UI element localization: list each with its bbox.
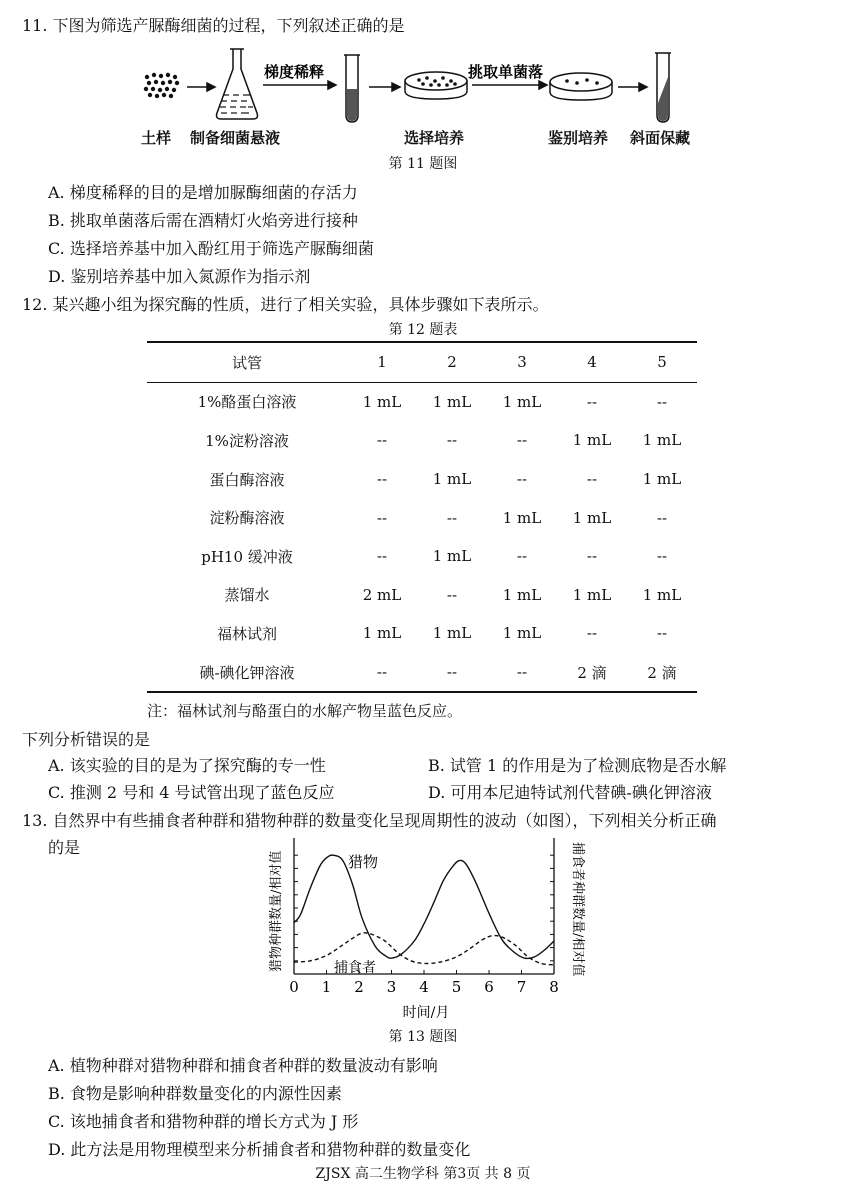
x-tick-label: 4 — [419, 978, 429, 996]
page-footer: ZJSX 高二生物学科 第3页 共 8 页 — [315, 1166, 531, 1182]
table-cell: -- — [656, 392, 668, 411]
table-cell: -- — [516, 663, 528, 682]
q11-option-c: C. 选择培养基中加入酚红用于筛选产脲酶细菌 — [48, 239, 374, 258]
table-cell: 蒸馏水 — [224, 586, 270, 605]
arrow-icon — [369, 83, 400, 91]
table-cell: 1 mL — [502, 392, 542, 411]
q13-option-b: B. 食物是影响种群数量变化的内源性因素 — [48, 1084, 342, 1103]
x-tick-label: 8 — [549, 978, 559, 996]
q13-option-d: D. 此方法是用物理模型来分析捕食者和猎物种群的数量变化 — [48, 1140, 471, 1159]
table-cell: -- — [656, 624, 668, 643]
table-cell: -- — [586, 547, 598, 566]
table-cell: -- — [516, 431, 528, 450]
table-cell: 1 mL — [362, 392, 402, 411]
x-tick-label: 1 — [321, 978, 332, 996]
figure-label-suspension: 制备细菌悬液 — [190, 129, 281, 147]
q12-option-a: A. 该实验的目的是为了探究酶的专一性 — [48, 756, 326, 775]
table-cell: -- — [376, 470, 388, 489]
table-row — [147, 653, 697, 693]
table-row — [147, 614, 697, 653]
q12-option-d: D. 可用本尼迪特试剂代替碘-碘化钾溶液 — [428, 783, 712, 802]
table-cell: 1%淀粉溶液 — [205, 431, 289, 450]
table-row — [147, 460, 697, 499]
table-cell: 1 mL — [502, 585, 542, 604]
petri-dish-icon — [405, 72, 467, 99]
petri-dish-icon — [550, 73, 612, 100]
x-axis-label: 时间/月 — [402, 1005, 450, 1021]
figure-caption: 第 11 题图 — [388, 156, 458, 172]
figure-label-slant: 斜面保藏 — [630, 129, 691, 147]
table-row — [147, 421, 697, 460]
series-line-prey — [294, 855, 554, 958]
table-header-cell: 1 — [377, 353, 387, 372]
y-axis-right-label: 捕食者种群数量/相对值 — [570, 842, 585, 977]
table-cell: 1 mL — [502, 624, 542, 643]
table-cell: 蛋白酶溶液 — [209, 470, 285, 489]
q12-option-c: C. 推测 2 号和 4 号试管出现了蓝色反应 — [48, 783, 335, 802]
table-header-cell: 3 — [517, 353, 527, 372]
table-header-cell: 试管 — [231, 353, 262, 372]
figure-label-soil: 土样 — [141, 129, 172, 147]
table-cell: 1 mL — [432, 470, 472, 489]
table-cell: -- — [586, 624, 598, 643]
table-cell: -- — [446, 585, 458, 604]
table-cell: -- — [376, 508, 388, 527]
arrow-icon — [618, 83, 647, 91]
arrow1-label: 梯度稀释 — [264, 63, 325, 81]
table-cell: 1%酪蛋白溶液 — [197, 393, 297, 412]
table-cell: -- — [376, 547, 388, 566]
arrow-icon — [472, 81, 547, 89]
table-cell: 碘-碘化钾溶液 — [199, 663, 295, 682]
table-cell: -- — [446, 508, 458, 527]
figure-label-differential: 鉴别培养 — [548, 129, 609, 147]
table-cell: -- — [656, 508, 668, 527]
test-tube-icon — [344, 55, 360, 122]
table-cell: -- — [586, 392, 598, 411]
x-tick-label: 2 — [354, 978, 364, 996]
table-row — [147, 537, 697, 576]
table-header-cell: 2 — [447, 353, 457, 372]
arrow-icon — [263, 81, 336, 89]
table-cell: -- — [376, 431, 388, 450]
table-cell: 1 mL — [572, 508, 612, 527]
q12-stem: 12. 某兴趣小组为探究酶的性质，进行了相关实验，具体步骤如下表所示。 — [22, 295, 549, 314]
q13-option-c: C. 该地捕食者和猎物种群的增长方式为 J 形 — [48, 1112, 359, 1131]
table-cell: 1 mL — [362, 624, 402, 643]
table-cell: 2 滴 — [647, 663, 677, 682]
q11-option-b: B. 挑取单菌落后需在酒精灯火焰旁进行接种 — [48, 211, 358, 230]
table-row — [147, 382, 697, 421]
q11-option-d: D. 鉴别培养基中加入氮源作为指示剂 — [48, 267, 311, 286]
table-cell: 2 mL — [362, 585, 402, 604]
table-cell: 1 mL — [432, 547, 472, 566]
table-cell: -- — [376, 663, 388, 682]
table-cell: 1 mL — [572, 585, 612, 604]
table-row — [147, 576, 697, 615]
table-cell: 2 滴 — [577, 663, 607, 682]
table-cell: -- — [446, 663, 458, 682]
table-header-cell: 4 — [587, 353, 597, 372]
q12-lead: 下列分析错误的是 — [22, 730, 151, 749]
q13-option-a: A. 植物种群对猎物种群和捕食者种群的数量波动有影响 — [48, 1056, 438, 1075]
chart-annotation-predator: 捕食者 — [334, 960, 376, 976]
series-line-predator — [294, 933, 554, 965]
q11-stem: 11. 下图为筛选产脲酶细菌的过程，下列叙述正确的是 — [22, 16, 405, 35]
experiment-table — [147, 341, 697, 693]
x-tick-label: 7 — [516, 978, 527, 996]
table-caption: 第 12 题表 — [388, 322, 458, 338]
table-cell: 1 mL — [572, 431, 612, 450]
table-cell: pH10 缓冲液 — [201, 547, 293, 566]
table-cell: -- — [446, 431, 458, 450]
table-header-row — [147, 342, 697, 382]
table-cell: 1 mL — [502, 508, 542, 527]
table-cell: 1 mL — [432, 624, 472, 643]
table-cell: 淀粉酶溶液 — [209, 509, 285, 528]
table-cell: -- — [656, 547, 668, 566]
q13-stem-line1: 13. 自然界中有些捕食者种群和猎物种群的数量变化呈现周期性的波动（如图），下列相关分析正确 — [22, 811, 717, 830]
arrow2-label: 挑取单菌落 — [468, 63, 544, 81]
chart-caption: 第 13 题图 — [388, 1029, 458, 1045]
y-axis-left-label: 猎物种群数量/相对值 — [269, 850, 284, 972]
table-cell: 1 mL — [642, 585, 682, 604]
q12-option-b: B. 试管 1 的作用是为了检测底物是否水解 — [428, 756, 727, 775]
x-tick-label: 5 — [451, 978, 462, 996]
table-cell: 1 mL — [642, 470, 682, 489]
q13-stem-line2: 的是 — [48, 838, 81, 857]
x-tick-label: 3 — [386, 978, 397, 996]
soil-sample-icon — [144, 73, 179, 98]
table-row — [147, 498, 697, 537]
slant-tube-icon — [655, 53, 671, 122]
table-cell: 福林试剂 — [216, 624, 277, 643]
figure-label-selective: 选择培养 — [404, 129, 465, 147]
table-header-cell: 5 — [657, 353, 667, 372]
arrow-icon — [187, 83, 215, 91]
table-cell: -- — [516, 547, 528, 566]
population-chart — [262, 832, 592, 1024]
table-cell: 1 mL — [432, 392, 472, 411]
x-tick-label: 6 — [484, 978, 494, 996]
flask-icon — [217, 49, 258, 119]
chart-annotation-prey: 猎物 — [348, 853, 379, 871]
q11-option-a: A. 梯度稀释的目的是增加脲酶细菌的存活力 — [48, 183, 358, 202]
table-cell: -- — [516, 470, 528, 489]
table-cell: 1 mL — [642, 431, 682, 450]
table-note: 注：福林试剂与酪蛋白的水解产物呈蓝色反应。 — [147, 702, 463, 720]
x-tick-label: 0 — [289, 978, 299, 996]
table-cell: -- — [586, 470, 598, 489]
